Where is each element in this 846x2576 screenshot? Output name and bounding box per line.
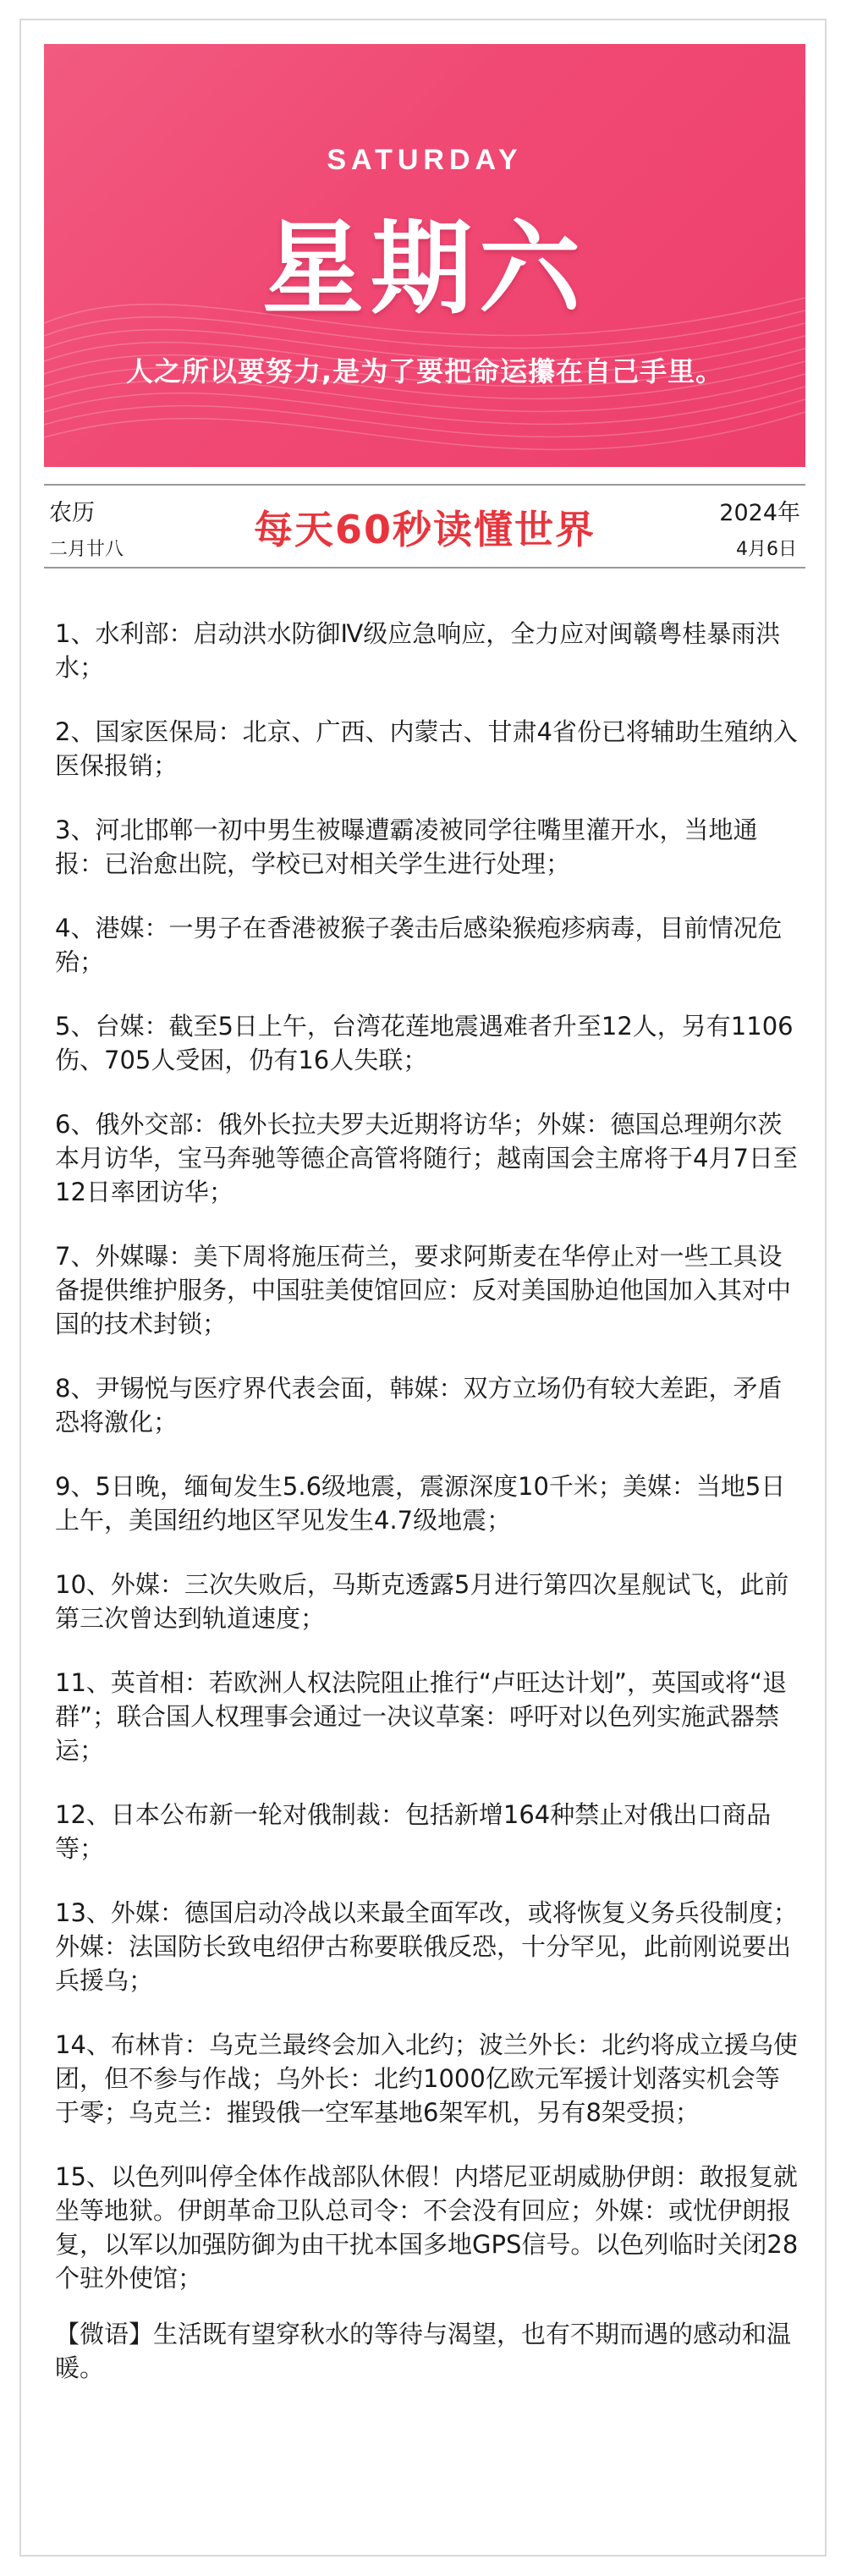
daily-quote: 【微语】生活既有望穿秋水的等待与渴望，也有不期而遇的感动和温暖。 [55, 2320, 792, 2382]
year: 2024年 [719, 500, 800, 526]
news-item: 10、外媒：三次失败后，马斯克透露5月进行第四次星舰试飞，此前第三次曾达到轨道速度； [55, 1570, 789, 1633]
news-item: 1、水利部：启动洪水防御Ⅳ级应急响应，全力应对闽赣粤桂暴雨洪水； [55, 619, 781, 682]
news-item: 4、港媒：一男子在香港被猴子袭击后感染猴疱疹病毒，目前情况危殆； [55, 914, 783, 976]
news-item: 2、国家医保局：北京、广西、内蒙古、甘肃4省份已将辅助生殖纳入医保报销； [55, 717, 798, 780]
news-item: 5、台媒：截至5日上午，台湾花莲地震遇难者升至12人，另有1106伤、705人受困，仍有16人失联； [55, 1012, 794, 1074]
lunar-date: 二月廿八 [49, 539, 124, 560]
news-list [55, 617, 799, 2385]
month-day: 4月6日 [736, 539, 797, 560]
header-banner [44, 44, 805, 467]
news-item: 15、以色列叫停全体作战部队休假！内塔尼亚胡威胁伊朗：敢报复就坐等地狱。伊朗革命卫队总司令：不会没有回应；外媒：或忧伊朗报复，以军以加强防御为由干扰本国多地GPS信号。以色列临时关闭28个驻外使馆； [55, 2162, 799, 2293]
day-chinese: 星期六 [262, 211, 587, 328]
lunar-label: 农历 [49, 500, 95, 526]
news-item: 11、英首相：若欧洲人权法院阻止推行“卢旺达计划”，英国或将“退群”；联合国人权理事会通过一决议草案：呼吁对以色列实施武器禁运； [55, 1668, 787, 1765]
slogan-title: 每天60秒读懂世界 [253, 507, 596, 552]
news-item: 6、俄外交部：俄外长拉夫罗夫近期将访华；外媒：德国总理朔尔茨本月访华，宝马奔驰等德企高管将随行；越南国会主席将于4月7日至12日率团访华； [55, 1110, 798, 1206]
news-card [19, 19, 827, 2557]
news-item: 9、5日晚，缅甸发生5.6级地震，震源深度10千米；美媒：当地5日上午，美国纽约地区罕见发生4.7级地震； [55, 1472, 786, 1535]
motto: 人之所以要努力,是为了要把命运攥在自己手里。 [125, 355, 724, 387]
news-item: 12、日本公布新一轮对俄制裁：包括新增164种禁止对俄出口商品等； [55, 1800, 772, 1863]
news-item: 13、外媒：德国启动冷战以来最全面军改，或将恢复义务兵役制度；外媒：法国防长致电绍伊古称要联俄反恐，十分罕见，此前刚说要出兵援乌； [55, 1898, 798, 1995]
day-english: SATURDAY [327, 144, 523, 176]
date-bar [44, 484, 805, 568]
news-item: 8、尹锡悦与医疗界代表会面，韩媒：双方立场仍有较大差距，矛盾恐将激化； [55, 1374, 783, 1436]
news-item: 7、外媒曝：美下周将施压荷兰，要求阿斯麦在华停止对一些工具设备提供维护服务，中国驻美使馆回应：反对美国胁迫他国加入其对中国的技术封锁； [55, 1242, 792, 1338]
news-item: 3、河北邯郸一初中男生被曝遭霸凌被同学往嘴里灌开水，当地通报：已治愈出院，学校已对相关学生进行处理； [55, 816, 758, 878]
news-item: 14、布林肯：乌克兰最终会加入北约；波兰外长：北约将成立援乌使团，但不参与作战；乌外长：北约1000亿欧元军援计划落实机会等于零；乌克兰：摧毁俄一空军基地6架军机，另有8架受损； [55, 2030, 798, 2127]
